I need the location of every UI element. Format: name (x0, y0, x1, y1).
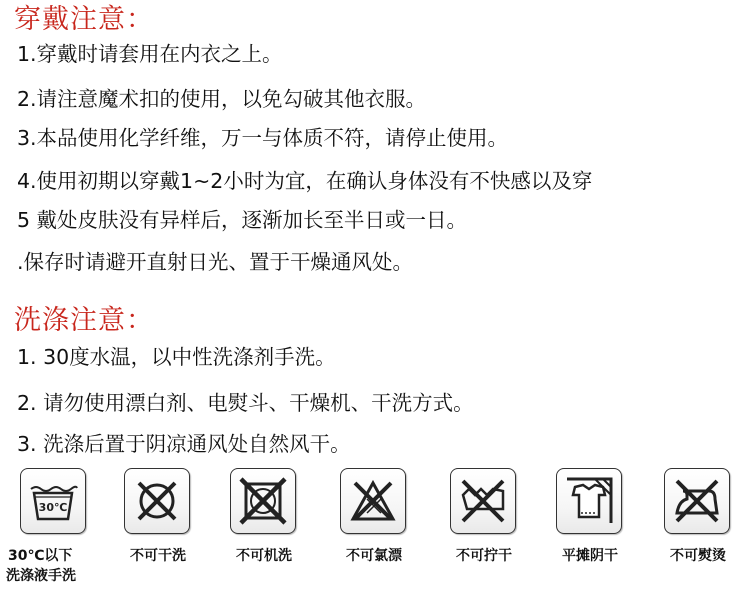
care-temp-label: 30℃ (38, 501, 68, 514)
no-machine-dry-icon (230, 468, 296, 534)
no-bleach-icon (340, 468, 406, 534)
care-icons-row (0, 468, 750, 607)
care-item-no-dry-clean (124, 468, 194, 566)
care-item-no-bleach (340, 468, 410, 566)
care-label-hand-wash-2: 洗涤液手洗 (6, 568, 76, 584)
wearing-title: 穿戴注意： (14, 4, 154, 35)
washing-line-3: 3. 洗涤后置于阴凉通风处自然风干。 (17, 432, 351, 456)
care-label-no-bleach: 不可氯漂 (346, 548, 402, 564)
care-item-no-wring (450, 468, 520, 566)
care-item-hand-wash (6, 468, 90, 586)
care-label-dry-flat: 平摊阴干 (562, 548, 618, 564)
care-label-no-iron: 不可熨烫 (670, 548, 726, 564)
care-item-no-machine (230, 468, 300, 566)
care-label-hand-wash: 30℃以下 (8, 548, 73, 564)
washing-line-1: 1. 30度水温，以中性洗涤剂手洗。 (17, 345, 336, 369)
no-wring-icon (450, 468, 516, 534)
washing-title: 洗涤注意： (14, 305, 154, 336)
wearing-line-6: .保存时请避开直射日光、置于干燥通风处。 (17, 250, 414, 274)
wearing-line-4: 4.使用初期以穿戴1~2小时为宜，在确认身体没有不快感以及穿 (17, 169, 593, 193)
wearing-line-3: 3.本品使用化学纤维，万一与体质不符，请停止使用。 (17, 126, 509, 150)
wearing-line-5: 5 戴处皮肤没有异样后，逐渐加长至半日或一日。 (17, 208, 468, 232)
hand-wash-30-icon (20, 468, 86, 534)
care-label-no-machine: 不可机洗 (236, 548, 292, 564)
dry-flat-shade-icon (556, 468, 622, 534)
wearing-line-1: 1.穿戴时请套用在内衣之上。 (17, 42, 283, 66)
no-iron-icon (664, 468, 730, 534)
care-label-no-dry-clean: 不可干洗 (130, 548, 186, 564)
washing-line-2: 2. 请勿使用漂白剂、电熨斗、干燥机、干洗方式。 (17, 391, 474, 415)
wearing-line-2: 2.请注意魔术扣的使用，以免勾破其他衣服。 (17, 87, 427, 111)
no-dry-clean-icon (124, 468, 190, 534)
care-item-dry-flat (556, 468, 626, 566)
care-item-no-iron (664, 468, 734, 566)
care-label-no-wring: 不可拧干 (456, 548, 512, 564)
